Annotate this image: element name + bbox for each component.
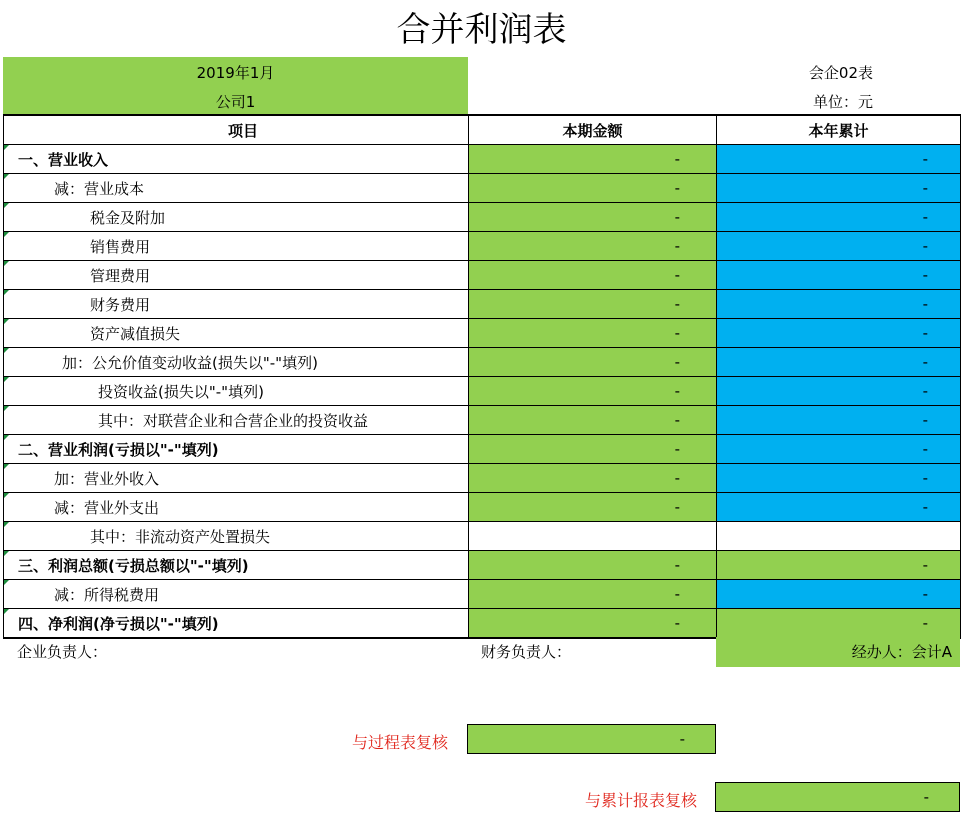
col-header-ytd[interactable]: 本年累计 bbox=[717, 115, 961, 145]
ytd-amount-cell[interactable]: - bbox=[717, 493, 961, 522]
ytd-amount-cell[interactable]: - bbox=[717, 232, 961, 261]
row-label[interactable]: 一、营业收入 bbox=[4, 145, 469, 174]
row-label[interactable]: 三、利润总额(亏损总额以"-"填列) bbox=[4, 551, 469, 580]
row-label[interactable]: 加：营业外收入 bbox=[4, 464, 469, 493]
ytd-amount-cell[interactable]: - bbox=[717, 580, 961, 609]
ytd-amount-cell[interactable]: - bbox=[717, 261, 961, 290]
row-label[interactable]: 税金及附加 bbox=[4, 203, 469, 232]
current-amount-cell[interactable]: - bbox=[469, 348, 717, 377]
ytd-amount-cell[interactable]: - bbox=[717, 609, 961, 639]
current-amount-cell[interactable]: - bbox=[469, 232, 717, 261]
current-amount-cell[interactable]: - bbox=[469, 203, 717, 232]
table-row bbox=[4, 551, 961, 580]
unit-text: 单位：元 bbox=[812, 93, 873, 111]
table-row bbox=[4, 609, 961, 639]
table-row bbox=[4, 319, 961, 348]
current-amount-cell[interactable]: - bbox=[469, 145, 717, 174]
ytd-amount-cell[interactable]: - bbox=[717, 203, 961, 232]
period-text: 2019年1月 bbox=[196, 64, 275, 82]
income-statement-table bbox=[3, 114, 961, 639]
table-header-row bbox=[4, 115, 961, 145]
current-amount-cell[interactable]: - bbox=[469, 290, 717, 319]
process-check-label: 与过程表复核 bbox=[352, 733, 449, 752]
row-label[interactable]: 减：所得税费用 bbox=[4, 580, 469, 609]
current-amount-cell[interactable]: - bbox=[469, 609, 717, 639]
cumulative-check-cell[interactable]: - bbox=[715, 782, 960, 812]
ytd-amount-cell[interactable]: - bbox=[717, 406, 961, 435]
table-row bbox=[4, 493, 961, 522]
col-header-item[interactable]: 项目 bbox=[4, 115, 469, 145]
current-amount-cell[interactable]: - bbox=[469, 261, 717, 290]
current-amount-cell[interactable]: - bbox=[469, 406, 717, 435]
row-label[interactable]: 四、净利润(净亏损以"-"填列) bbox=[4, 609, 469, 639]
table-row bbox=[4, 435, 961, 464]
row-label[interactable]: 资产减值损失 bbox=[4, 319, 469, 348]
finance-head-label: 财务负责人： bbox=[481, 643, 572, 661]
current-amount-cell[interactable]: - bbox=[469, 580, 717, 609]
ytd-amount-cell[interactable]: - bbox=[717, 464, 961, 493]
ytd-amount-cell[interactable]: - bbox=[717, 551, 961, 580]
row-label[interactable]: 其中：对联营企业和合营企业的投资收益 bbox=[4, 406, 469, 435]
current-amount-cell[interactable]: - bbox=[469, 319, 717, 348]
table-row bbox=[4, 174, 961, 203]
table-row bbox=[4, 203, 961, 232]
table-row bbox=[4, 580, 961, 609]
cumulative-check-label: 与累计报表复核 bbox=[585, 791, 698, 810]
current-amount-cell[interactable]: - bbox=[469, 174, 717, 203]
row-label[interactable]: 二、营业利润(亏损以"-"填列) bbox=[4, 435, 469, 464]
table-row bbox=[4, 377, 961, 406]
row-label[interactable]: 投资收益(损失以"-"填列) bbox=[4, 377, 469, 406]
process-check-cell[interactable]: - bbox=[467, 724, 716, 754]
col-header-current[interactable]: 本期金额 bbox=[469, 115, 717, 145]
table-row bbox=[4, 232, 961, 261]
ytd-amount-cell[interactable]: - bbox=[717, 290, 961, 319]
current-amount-cell[interactable]: - bbox=[469, 551, 717, 580]
table-row bbox=[4, 464, 961, 493]
row-label[interactable]: 加：公允价值变动收益(损失以"-"填列) bbox=[4, 348, 469, 377]
current-amount-cell[interactable]: - bbox=[469, 377, 717, 406]
table-row bbox=[4, 145, 961, 174]
ytd-amount-cell[interactable]: - bbox=[717, 174, 961, 203]
ytd-amount-cell[interactable]: - bbox=[717, 348, 961, 377]
row-label[interactable]: 其中：非流动资产处置损失 bbox=[4, 522, 469, 551]
ytd-amount-cell[interactable]: - bbox=[717, 377, 961, 406]
enterprise-head-label: 企业负责人： bbox=[17, 643, 108, 661]
row-label[interactable]: 管理费用 bbox=[4, 261, 469, 290]
form-number: 会企02表 bbox=[808, 64, 873, 82]
row-label[interactable]: 销售费用 bbox=[4, 232, 469, 261]
operator-text: 经办人：会计A bbox=[851, 643, 952, 661]
row-label[interactable]: 减：营业成本 bbox=[4, 174, 469, 203]
row-label[interactable]: 减：营业外支出 bbox=[4, 493, 469, 522]
ytd-amount-cell[interactable] bbox=[717, 522, 961, 551]
operator-cell[interactable] bbox=[716, 637, 960, 667]
table-row bbox=[4, 348, 961, 377]
current-amount-cell[interactable]: - bbox=[469, 493, 717, 522]
row-label[interactable]: 财务费用 bbox=[4, 290, 469, 319]
ytd-amount-cell[interactable]: - bbox=[717, 435, 961, 464]
table-row bbox=[4, 261, 961, 290]
current-amount-cell[interactable] bbox=[469, 522, 717, 551]
table-row bbox=[4, 290, 961, 319]
ytd-amount-cell[interactable]: - bbox=[717, 319, 961, 348]
company-text: 公司1 bbox=[215, 93, 256, 111]
table-row bbox=[4, 406, 961, 435]
current-amount-cell[interactable]: - bbox=[469, 464, 717, 493]
report-title: 合并利润表 bbox=[396, 10, 567, 50]
table-row bbox=[4, 522, 961, 551]
current-amount-cell[interactable]: - bbox=[469, 435, 717, 464]
ytd-amount-cell[interactable]: - bbox=[717, 145, 961, 174]
